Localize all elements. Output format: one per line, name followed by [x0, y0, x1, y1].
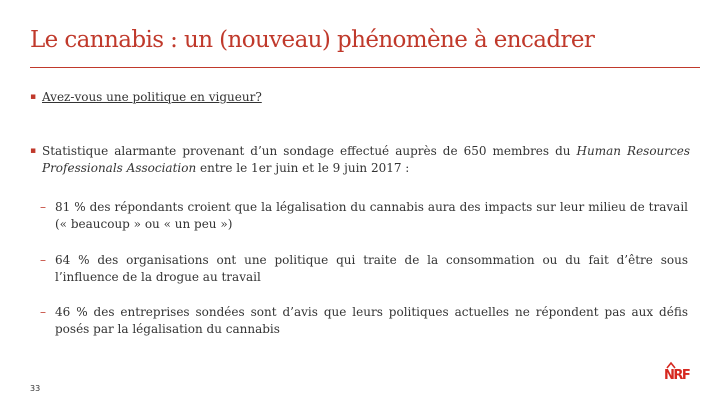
association-name: Human Resources Professionals Association — [42, 144, 690, 175]
sub-bullet-text: 81 % des répondants croient que la légalisation du cannabis aura des impacts sur leur milieu de travail (« beaucoup » ou « un peu ») — [55, 200, 688, 231]
sub-bullet-64-percent — [40, 252, 688, 286]
logo-text: NRF — [664, 368, 690, 383]
sub-bullet-marker: – — [40, 200, 46, 214]
bullet-text-before: Statistique alarmante provenant d’un sondage effectué auprès de 650 membres du — [42, 144, 577, 158]
sub-bullet-81-percent — [40, 199, 688, 233]
sub-bullet-text: 46 % des entreprises sondées sont d’avis que leurs politiques actuelles ne répondent pas aux défis posés par la légalisation du cannabis — [55, 305, 688, 336]
bullet-text: Avez-vous une politique en vigueur? — [42, 90, 262, 104]
bullet-survey-statistic — [30, 143, 690, 177]
bullet-policy-question — [30, 89, 690, 106]
sub-bullet-marker: – — [40, 305, 46, 319]
bullet-text-after: entre le 1er juin et le 9 juin 2017 : — [196, 161, 410, 175]
title-divider — [30, 67, 700, 68]
bullet-marker: ▪ — [30, 146, 37, 156]
sub-bullet-marker: – — [40, 253, 46, 267]
bullet-marker: ▪ — [30, 92, 37, 102]
sub-bullet-text: 64 % des organisations ont une politique qui traite de la consommation ou du fait d’être sous l’influence de la drogue au travail — [55, 253, 688, 284]
sub-bullet-46-percent — [40, 304, 688, 338]
slide-title: Le cannabis : un (nouveau) phénomène à encadrer — [30, 27, 595, 53]
page-number: 33 — [30, 384, 41, 393]
nrf-logo-icon — [662, 360, 692, 384]
bullet-text — [30, 143, 690, 177]
